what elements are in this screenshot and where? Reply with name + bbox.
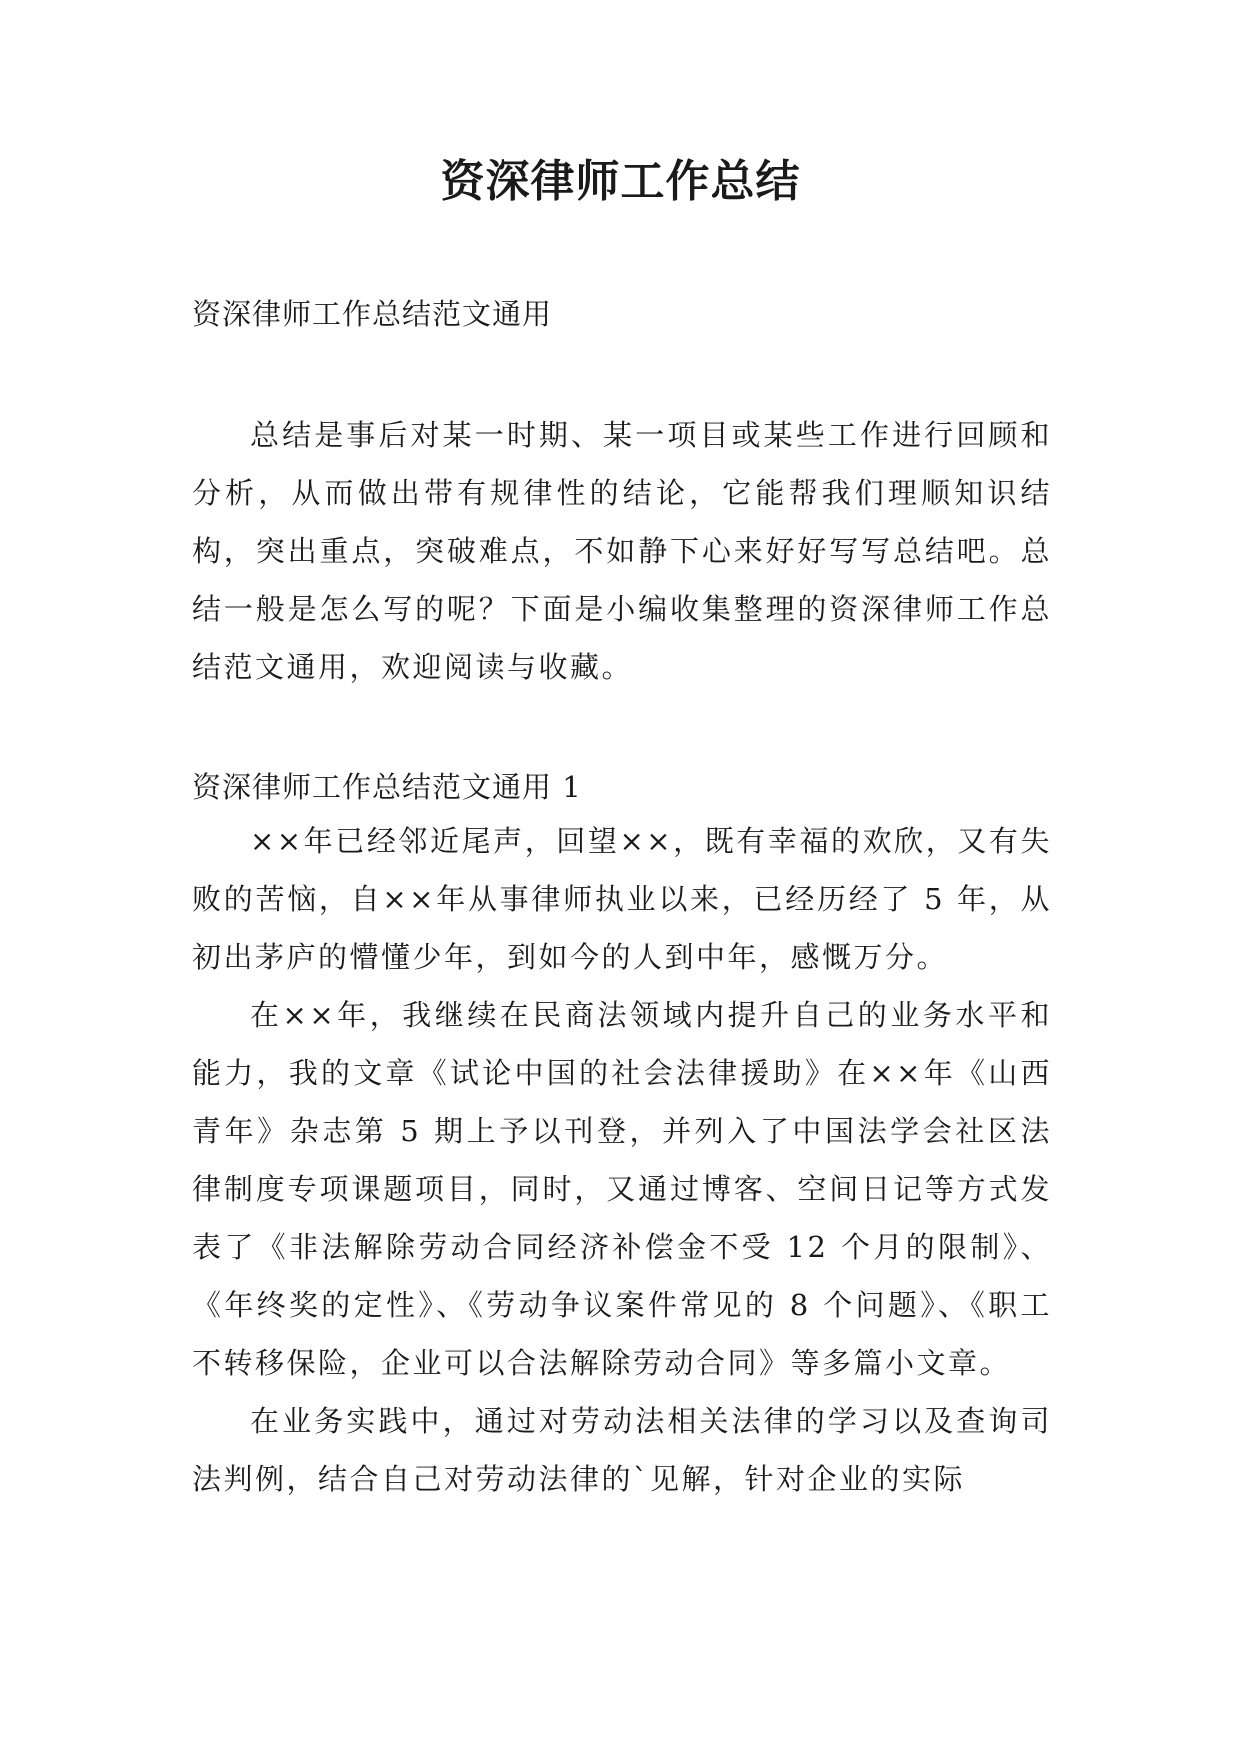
- body-paragraph-1: ××年已经邻近尾声，回望××，既有幸福的欢欣，又有失败的苦恼，自××年从事律师执业以来，已经历经了 5 年，从初出茅庐的懵懂少年，到如今的人到中年，感慨万分。: [192, 824, 1052, 974]
- section-body: [192, 812, 1052, 1508]
- document-subtitle: 资深律师工作总结范文通用: [192, 297, 553, 331]
- document-title: 资深律师工作总结: [440, 156, 801, 207]
- section-heading: 资深律师工作总结范文通用 1: [192, 770, 582, 804]
- intro-paragraph: 总结是事后对某一时期、某一项目或某些工作进行回顾和分析，从而做出带有规律性的结论，它能帮我们理顺知识结构，突出重点，突破难点，不如静下心来好好写写总结吧。总结一般是怎么写的呢？下面是小编收集整理的资深律师工作总结范文通用，欢迎阅读与收藏。: [192, 418, 1052, 684]
- body-paragraph-3: 在业务实践中，通过对劳动法相关法律的学习以及查询司法判例，结合自己对劳动法律的`见解，针对企业的实际: [192, 1404, 1052, 1496]
- body-paragraph-2: 在××年，我继续在民商法领域内提升自己的业务水平和能力，我的文章《试论中国的社会法律援助》在××年《山西青年》杂志第 5 期上予以刊登，并列入了中国法学会社区法律制度专项课题项目，同时，又通过博客、空间日记等方式发表了《非法解除劳动合同经济补偿金不受 12 个月的限制》、《年终奖的定性》、《劳动争议案件常见的 8 个问题》、《职工不转移保险，企业可以合法解除劳动合同》等多篇小文章。: [192, 998, 1052, 1380]
